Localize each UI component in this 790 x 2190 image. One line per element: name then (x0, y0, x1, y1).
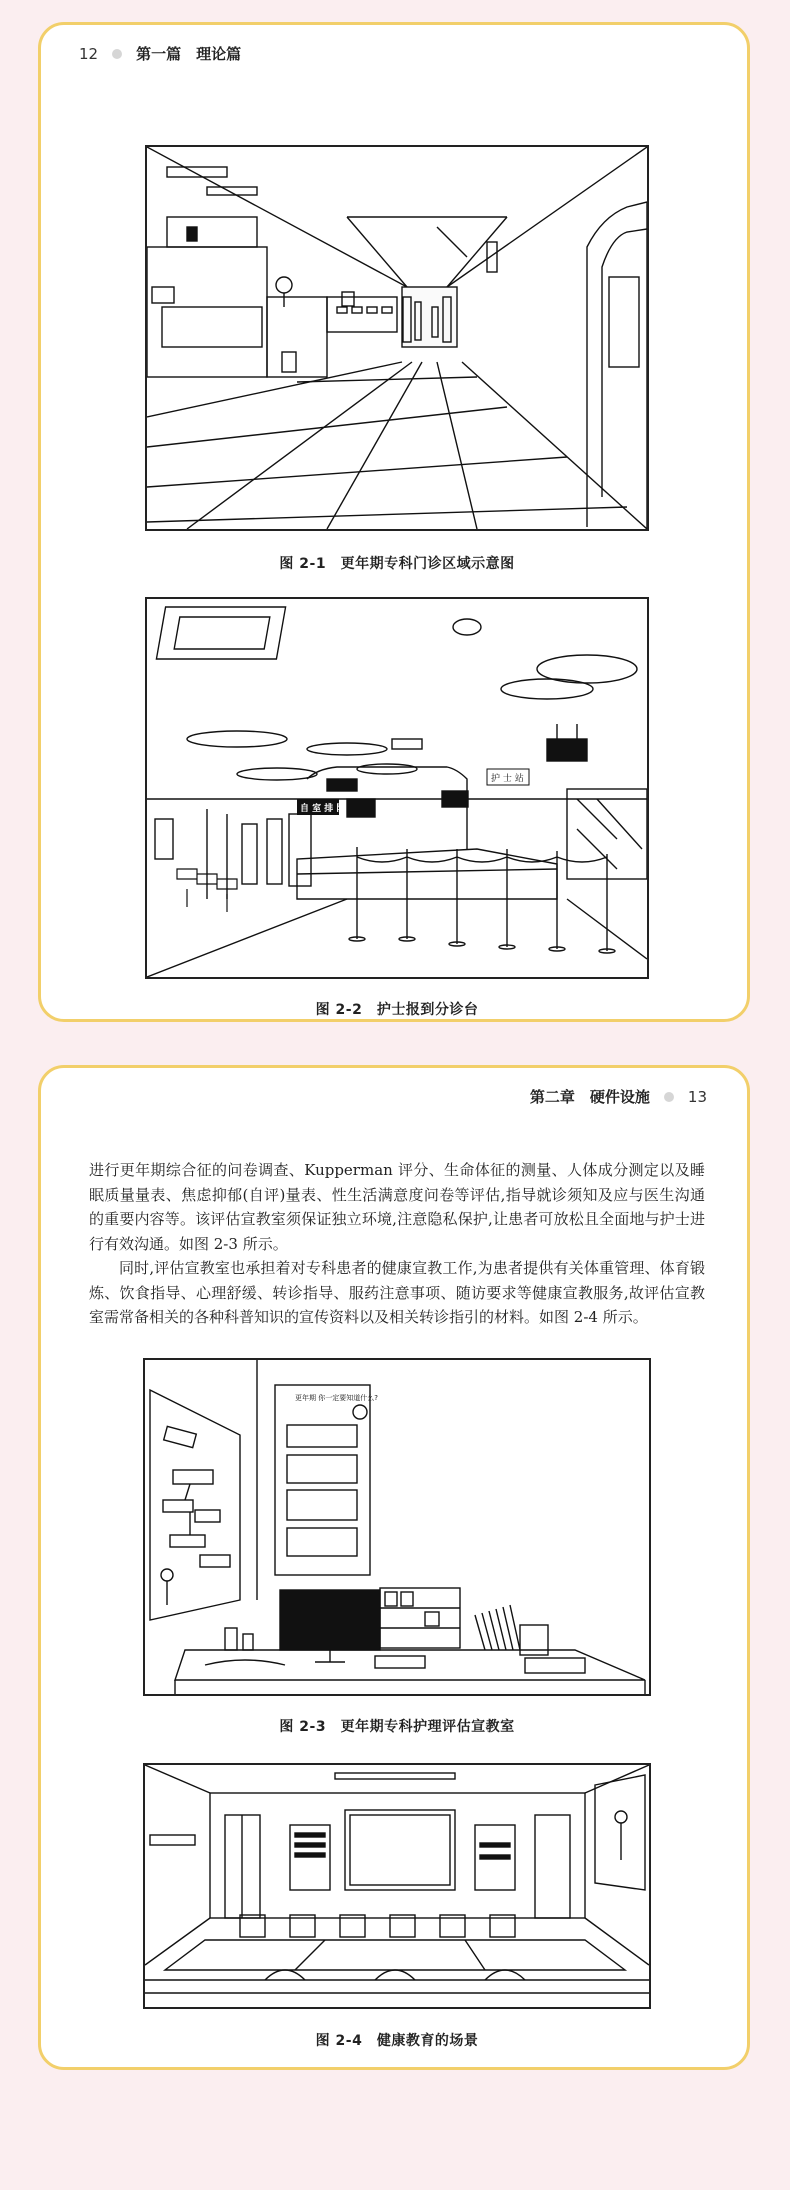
header-dot-icon (664, 1092, 674, 1102)
poster-title-text: 更年期 你一定要知道什么? (295, 1394, 378, 1402)
nurse-station-sign-text: 护 士 站 (491, 774, 524, 784)
figure-2-4-caption: 图 2-4 健康教育的场景 (315, 2033, 479, 2049)
page-number: 13 (687, 1087, 707, 1106)
page-12 (38, 22, 750, 1022)
assessment-room-drawing (145, 1360, 649, 1694)
health-education-room-drawing (145, 1765, 649, 2007)
paragraph-1: 进行更年期综合征的问卷调查、Kupperman 评分、生命体征的测量、人体成分测定以及睡眠质量量表、焦虑抑郁(自评)量表、性生活满意度问卷等评估,指导就诊须知及应与医生沟通的重要内容等。该评估宣教室须保证独立环境,注意隐私保护,让患者可放松且全面地与护士进行有效沟通。如图 2-3 所示。 (89, 1161, 705, 1253)
paragraph-2: 同时,评估宣教室也承担着对专科患者的健康宣教工作,为患者提供有关体重管理、体育锻炼、饮食指导、心理舒缓、转诊指导、服药注意事项、随访要求等健康宣教服务,故评估宣教室需常备相关的各种科普知识的宣传资料以及相关转诊指引的材料。如图 2-4 所示。 (89, 1259, 705, 1326)
clinic-corridor-drawing (147, 147, 647, 529)
body-text (89, 1158, 705, 1330)
running-header (530, 1086, 707, 1107)
section-title: 第一篇 理论篇 (136, 45, 242, 63)
figure-2-2-illustration (145, 597, 649, 979)
figure-2-2-caption: 图 2-2 护士报到分诊台 (315, 1002, 479, 1018)
figure-2-3-caption: 图 2-3 更年期专科护理评估宣教室 (279, 1719, 515, 1735)
figure-2-1-caption: 图 2-1 更年期专科门诊区域示意图 (279, 556, 515, 572)
running-header (79, 43, 241, 64)
figure-2-3-illustration (143, 1358, 651, 1696)
nurse-triage-desk-drawing (147, 599, 647, 977)
header-dot-icon (112, 49, 122, 59)
chapter-title: 第二章 硬件设施 (529, 1088, 650, 1106)
figure-2-1-illustration (145, 145, 649, 531)
page-13 (38, 1065, 750, 2070)
page-number: 12 (79, 44, 99, 63)
figure-2-4-illustration (143, 1763, 651, 2009)
queue-sign-text: 自 室 排 队 (300, 804, 346, 814)
